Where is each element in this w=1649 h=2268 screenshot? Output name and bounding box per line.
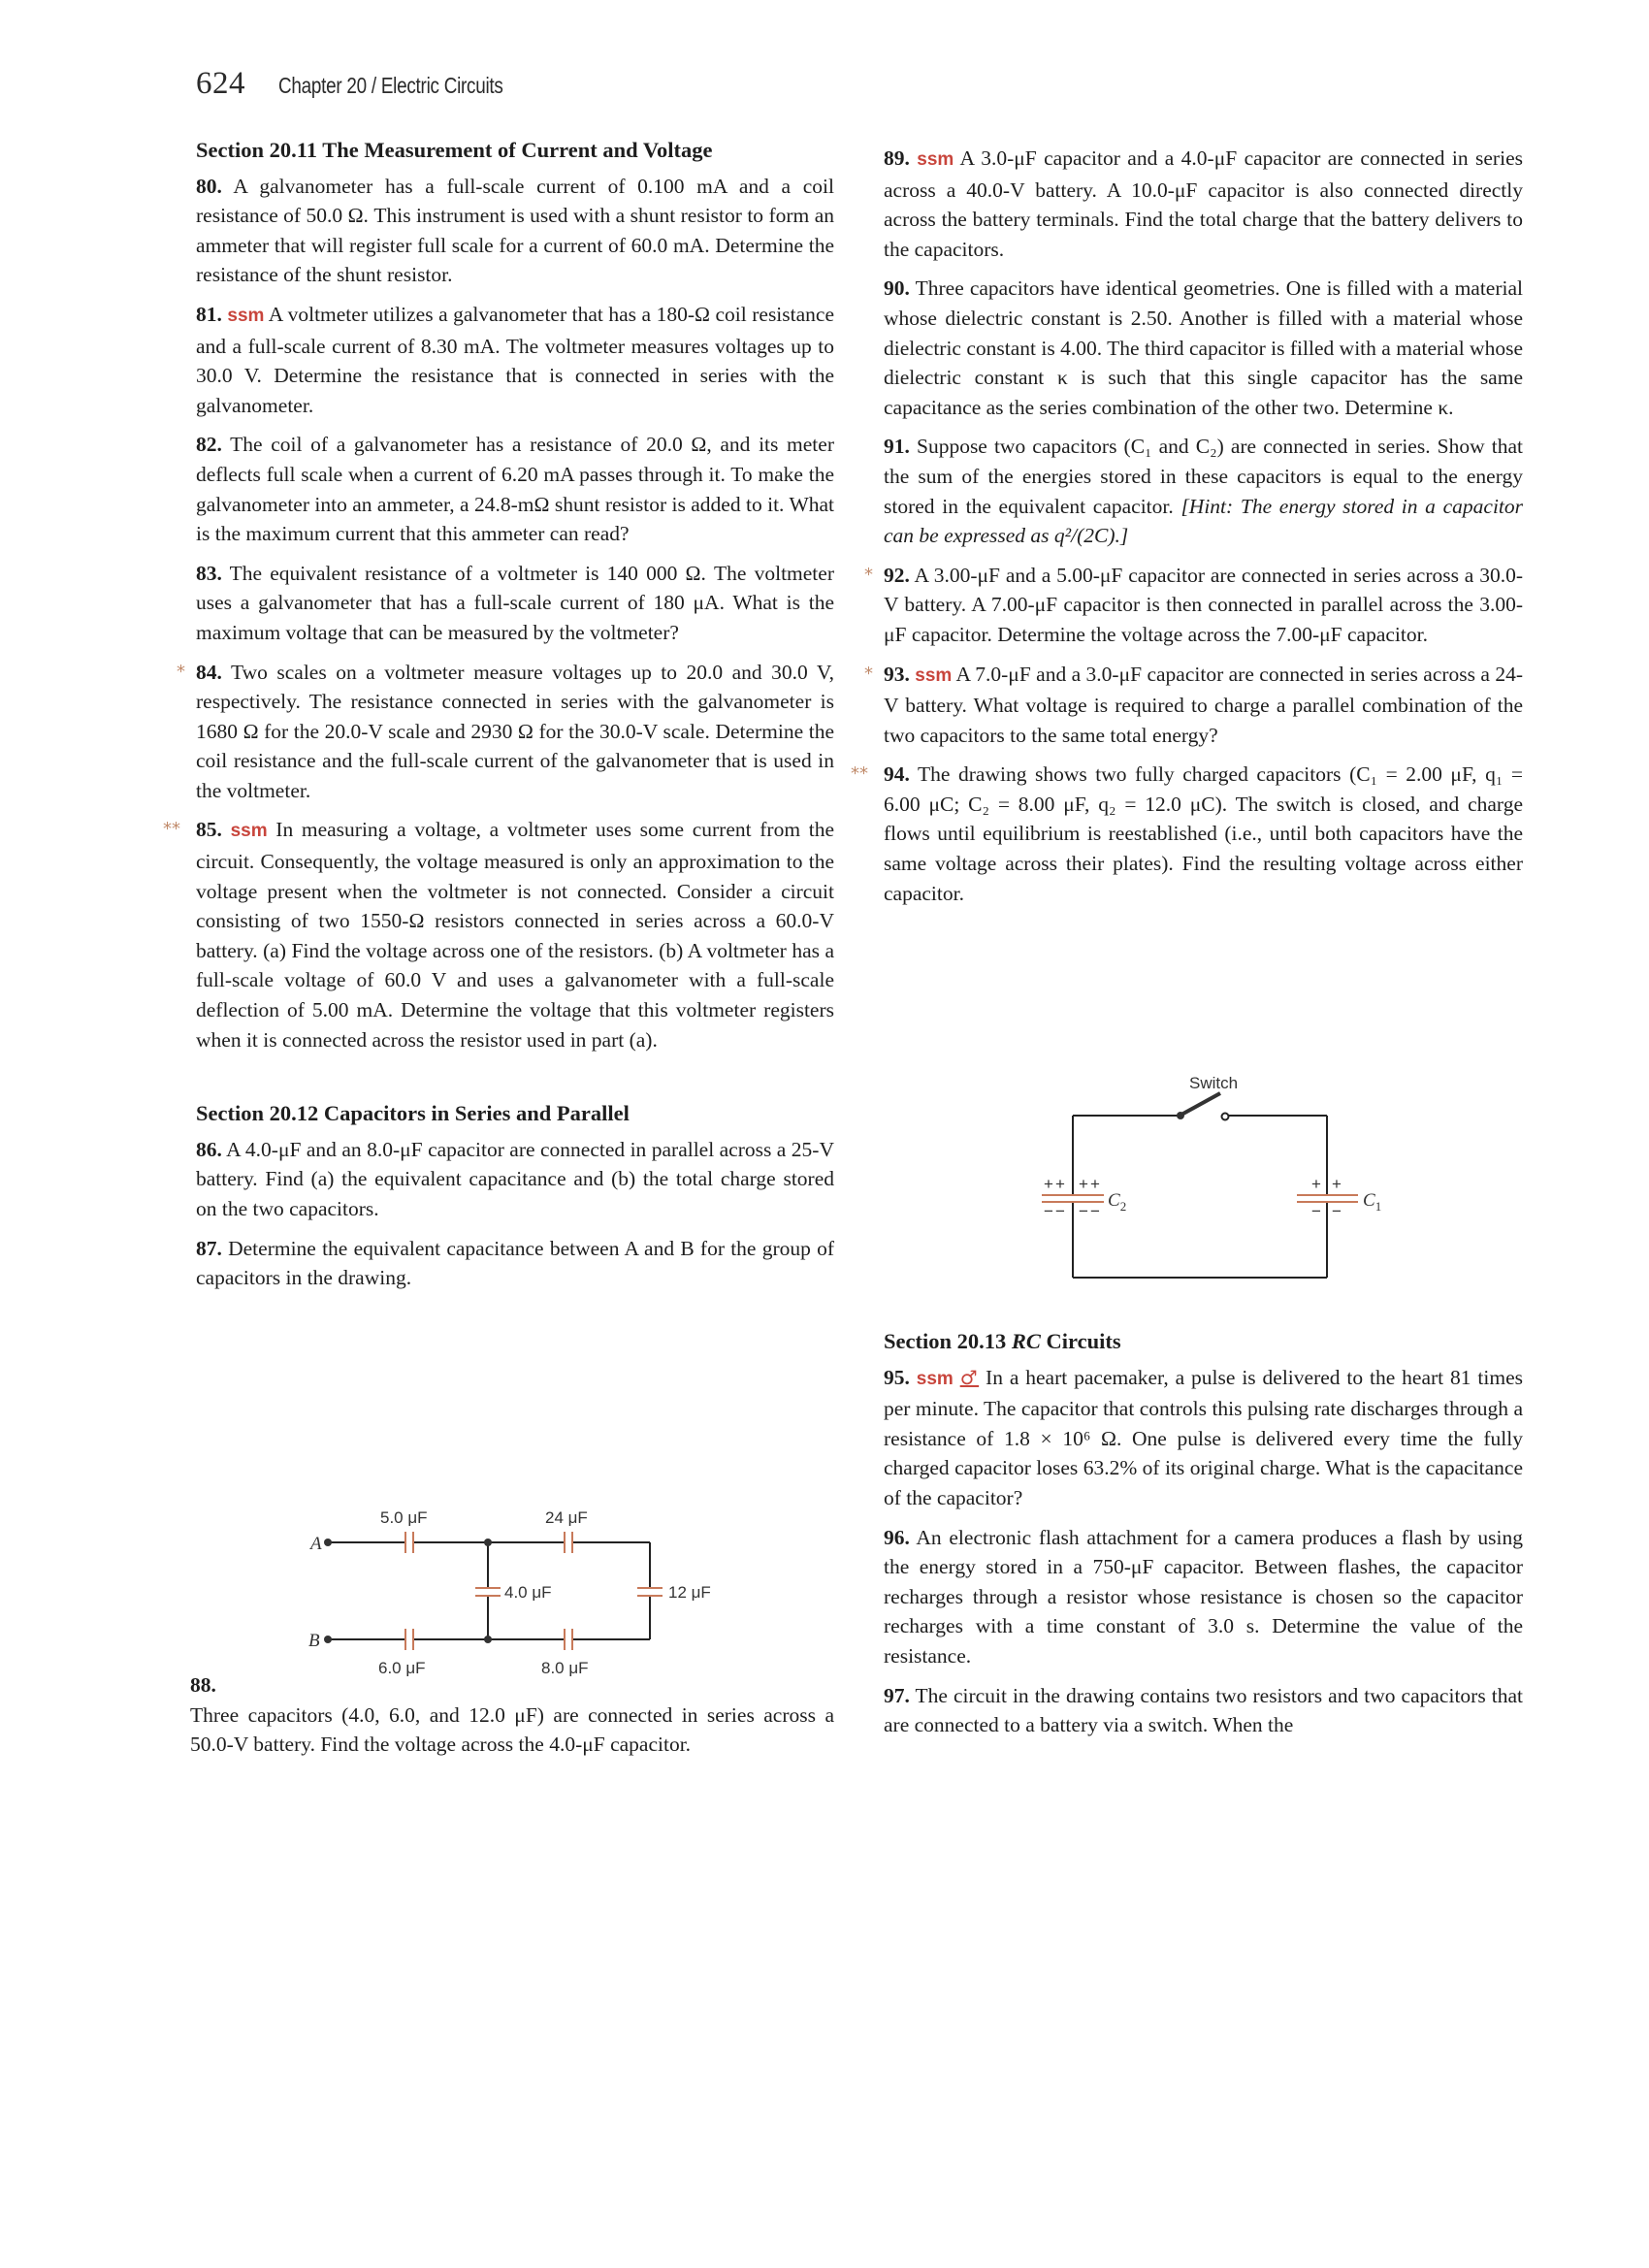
cap-24uF-label: 24 μF [545, 1508, 588, 1527]
terminal-b-label: B [308, 1631, 320, 1651]
capacitor-network-figure-87 [291, 1499, 747, 1683]
problem-91: 91. Suppose two capacitors (C₁ and C₂) are connected in series. Show that the sum of the energies stored in these capacitors is equal to the energy stored in the equivalent capacitor. [Hint: The energy stored in a capacitor can be expressed as q²/(2C).] [884, 435, 1524, 548]
section-heading-20-11: Section 20.11 The Measurement of Current and Voltage [196, 138, 713, 162]
terminal-a-label: A [310, 1534, 322, 1554]
switch-lever [1181, 1093, 1220, 1115]
cap-8uF-label: 8.0 μF [541, 1659, 589, 1677]
problem-90: 90. Three capacitors have identical geometries. One is filled with a material whose dielectric constant is 2.50. Another is filled with a material whose dielectric constant is 4.00. The third capacitor is filled with a material whose dielectric constant κ is such that this single capacitor has the same capacitance as the series combination of the other two. Determine κ. [884, 276, 1523, 419]
difficulty-stars: ** [163, 819, 180, 840]
svg-text:−: − [1055, 1202, 1065, 1220]
cap-12uF-label: 12 μF [668, 1583, 711, 1602]
svg-text:+: + [1055, 1175, 1065, 1193]
section-20-13 [884, 1327, 1523, 1750]
svg-text:−: − [1044, 1202, 1053, 1220]
difficulty-stars: ** [851, 763, 868, 785]
svg-text:+: + [1079, 1175, 1088, 1193]
section-heading-20-12: Section 20.12 Capacitors in Series and Parallel [196, 1101, 630, 1126]
ssm-badge: ssm [915, 664, 953, 686]
cap-4uF-label: 4.0 μF [504, 1583, 552, 1602]
problem-87: 87. Determine the equivalent capacitance between A and B for the group of capacitors in the drawing. [196, 1236, 834, 1290]
difficulty-stars: * [864, 663, 873, 684]
problem-93: * 93. ssm A 7.0-μF and a 3.0-μF capacitor are connected in series across a 24-V battery. What voltage is required to charge a parallel combination of the two capacitors to the same total energy? [884, 660, 1523, 751]
svg-text:+: + [1090, 1175, 1100, 1193]
problem-85: ** 85. ssm In measuring a voltage, a voltmeter uses some current from the circuit. Consequently, the voltage measured is only an approximation to the voltage present when the voltmeter is not connected. Consider a circuit consisting of two 1550-Ω resistors connected in series across a 60.0-V battery. (a) Find the voltage across one of the resistors. (b) A voltmeter has a full-scale voltage of 60.0 V and uses a galvanometer with a full-scale deflection of 5.00 mA. Determine the voltage that this voltmeter registers when it is connected across the resistor used in part (a). [196, 815, 834, 1054]
svg-text:+: + [1311, 1175, 1321, 1193]
problem-96: 96. An electronic flash attachment for a camera produces a flash by using the energy stored in a 750-μF capacitor. Between flashes, the capacitor recharges through a resistor whose resistance is chosen so the capacitor recharges with a time constant of 3.0 s. Determine the value of the resistance. [884, 1525, 1523, 1668]
svg-text:+: + [1332, 1175, 1342, 1193]
problem-84: * 84. Two scales on a voltmeter measure voltages up to 20.0 and 30.0 V, respectively. The resistance connected in series with the galvanometer is 1680 Ω for the 20.0-V scale and 2930 Ω for the 30.0-V scale. Determine the coil resistance and the full-scale current of the galvanometer that is used in the voltmeter. [196, 658, 834, 806]
page-header [196, 66, 552, 102]
ssm-badge: ssm [916, 1368, 954, 1389]
cap-6uF-label: 6.0 μF [378, 1659, 426, 1677]
ssm-badge: ssm [917, 149, 954, 170]
chapter-title: Chapter 20 / Electric Circuits [278, 73, 503, 98]
ssm-badge: ssm [227, 305, 265, 326]
switch-label: Switch [1189, 1074, 1239, 1092]
section-heading-20-13: Section 20.13 RC Circuits [884, 1329, 1121, 1353]
difficulty-stars: * [177, 661, 185, 682]
svg-text:−: − [1090, 1202, 1100, 1220]
problem-81: 81. ssm A voltmeter utilizes a galvanometer that has a 180-Ω coil resistance and a full-scale current of 8.30 mA. The voltmeter measures voltages up to 30.0 V. Determine the resistance that is connected in series with the galvanometer. [196, 302, 835, 417]
svg-text:−: − [1332, 1202, 1342, 1220]
svg-text:+: + [1044, 1175, 1053, 1193]
biomedical-icon: ♂ [959, 1365, 980, 1389]
hint-text: [Hint: The energy stored in a capacitor can be expressed as q²/(2C).] [884, 494, 1524, 548]
problem-97: 97. The circuit in the drawing contains two resistors and two capacitors that are connected to a battery via a switch. When the [884, 1683, 1523, 1737]
spacer [196, 1064, 834, 1099]
svg-text:−: − [1079, 1202, 1088, 1220]
c2-label: $C_2$ [1108, 1190, 1127, 1214]
page-number: 624 [196, 66, 245, 101]
problem-80: 80. A galvanometer has a full-scale current of 0.100 mA and a coil resistance of 50.0 Ω. This instrument is used with a shunt resistor to form an ammeter that will register full scale for a current of 60.0 mA. Determine the resistance of the shunt resistor. [196, 174, 834, 287]
right-column [851, 144, 1524, 918]
problem-95: 95. ssm ♂ In a heart pacemaker, a pulse is delivered to the heart 81 times per minute. The capacitor that controls this pulsing rate discharges through a resistance of 1.8 × 10⁶ Ω. One pulse is delivered every time the fully charged capacitor loses 63.2% of its original charge. What is the capacitance of the capacitor? [884, 1365, 1524, 1509]
problem-94: ** 94. The drawing shows two fully charged capacitors (C₁ = 2.00 μF, q₁ = 6.00 μC; C₂ = 8.00 μF, q₂ = 12.0 μC). The switch is closed, and charge flows until equilibrium is reestablished (i.e., until both capacitors have the same voltage across their plates). Find the resulting voltage across either capacitor. [884, 760, 1523, 908]
svg-text:−: − [1311, 1202, 1321, 1220]
left-column [163, 136, 835, 1303]
cap-5uF-label: 5.0 μF [380, 1508, 428, 1527]
switch-capacitor-figure-94 [1028, 1062, 1397, 1285]
problem-82: 82. The coil of a galvanometer has a resistance of 20.0 Ω, and its meter deflects full scale when a current of 6.20 mA passes through it. To make the galvanometer into an ammeter, a 24.8-mΩ shunt resistor is added to it. What is the maximum current that this ammeter can read? [196, 433, 834, 546]
problem-89: 89. ssm A 3.0-μF capacitor and a 4.0-μF capacitor are connected in series across a 40.0-V battery. A 10.0-μF capacitor is also connected directly across the battery terminals. Find the total charge that the battery delivers to the capacitors. [884, 146, 1523, 261]
problem-88: 88. Three capacitors (4.0, 6.0, and 12.0 μF) are connected in series across a 50.0-V battery. Find the voltage across the 4.0-μF capacitor. [190, 1673, 834, 1757]
difficulty-stars: * [864, 564, 873, 585]
problem-92: * 92. A 3.00-μF and a 5.00-μF capacitor are connected in series across a 30.0-V battery. A 7.00-μF capacitor is then connected in parallel across the 3.00-μF capacitor. Determine the voltage across the 7.00-μF capacitor. [884, 561, 1523, 650]
problem-86: 86. A 4.0-μF and an 8.0-μF capacitor are connected in parallel across a 25-V battery. Find (a) the equivalent capacitance and (b) the total charge stored on the two capacitors. [196, 1137, 834, 1220]
c1-label: $C_1$ [1363, 1190, 1382, 1214]
problem-83: 83. The equivalent resistance of a voltmeter is 140 000 Ω. The voltmeter uses a galvanometer that has a full-scale current of 180 μA. What is the maximum voltage that can be measured by the voltmeter? [196, 561, 834, 644]
ssm-badge: ssm [230, 821, 268, 842]
